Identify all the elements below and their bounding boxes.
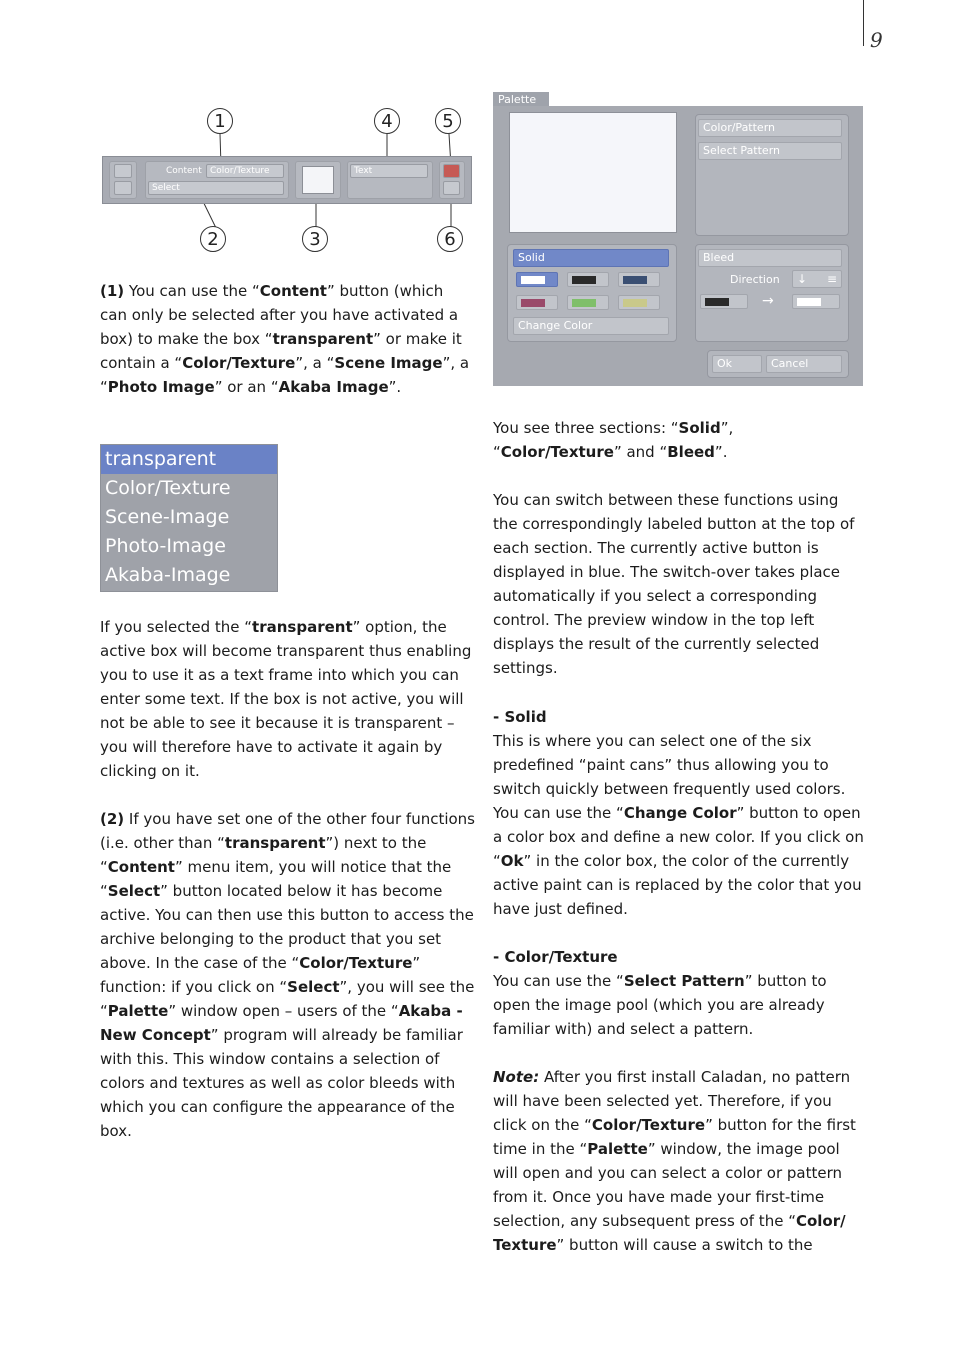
callout-5: 5 [435,108,461,134]
callout-4: 4 [374,108,400,134]
paragraph-content: (1) You can use the “Content” button (which can only be selected after you have activated a box) to make the box “transparent” or make it contain a “Color/Texture”, a “Scene Image”, a “Photo Image” or an “Akaba Image”. [100,282,470,396]
swatch-6 [623,299,647,307]
frame-tool-icon[interactable] [114,164,132,178]
callout-6: 6 [437,226,463,252]
palette-body [493,106,863,386]
content-dropdown [100,444,278,592]
toolbar-bar [102,156,472,204]
cancel-button[interactable]: Cancel [766,355,842,373]
dropdown-item-scene-image[interactable]: Scene-Image [105,506,230,528]
heading-solid: - Solid [493,708,547,726]
dialog-buttons [707,350,849,378]
paragraph-color-texture: - Color/Texture You can use the “Select Pattern” button to open the image pool (which you are already familiar with) and select a pattern. [493,948,827,1038]
arrow-right-icon: → [762,293,774,309]
content-button[interactable]: Color/Texture [206,164,284,178]
bleed-start-color[interactable] [700,294,748,309]
swatch-1 [521,276,545,284]
paint-can-4[interactable] [516,295,558,310]
toolbar-figure [100,104,472,252]
paint-can-5[interactable] [567,295,609,310]
solid-button[interactable]: Solid [513,249,669,267]
text-button[interactable]: Text [350,164,428,178]
bleed-button[interactable]: Bleed [698,249,842,267]
solid-section [507,244,677,342]
ok-button[interactable]: Ok [712,355,762,373]
direction-label: Direction [730,273,780,286]
content-label: Content [166,166,202,176]
callout-3: 3 [302,226,328,252]
bleed-end-color[interactable] [792,294,840,309]
heading-color-texture: - Color/Texture [493,948,618,966]
paragraph-select: (2) If you have set one of the other four functions (i.e. other than “transparent”) next to the “Content” menu item, you will notice that the “Select” button located below it has become active. You can then use this button to access the archive belonging to the product that you set above. In the case of the “Color/Texture” function: if you click on “Select”, you will see the “Palette” window open – users of the “Akaba - New Concept” program will already be familiar with this. This window contains a selection of colors and textures as well as color bleeds with which you can configure the appearance of the box. [100,810,476,1140]
dropdown-item-akaba-image[interactable]: Akaba-Image [105,564,231,586]
pick-tool-icon[interactable] [114,181,132,195]
swatch-2 [572,276,596,284]
paint-can-1[interactable] [516,272,558,287]
select-pattern-button[interactable]: Select Pattern [698,142,842,160]
layer-front-icon[interactable] [443,164,460,178]
paragraph-sections: You see three sections: “Solid”, “Color/Texture” and “Bleed”. [493,419,734,461]
layer-back-icon[interactable] [443,181,460,195]
tool-group [109,161,137,199]
swatch-3 [623,276,647,284]
swatch-4 [521,299,545,307]
bleed-end-swatch [797,298,821,306]
page-rule [863,0,864,46]
callout-2: 2 [200,226,226,252]
paint-can-3[interactable] [618,272,660,287]
paragraph-transparent: If you selected the “transparent” option, the active box will become transparent thus enabling you to use it as a text frame into which you can enter some text. If the box is not active, you will not be able to see it because it is transparent – you will therefore have to activate it again by clicking on it. [100,618,472,780]
change-color-button[interactable]: Change Color [513,317,669,335]
preview-group [295,161,341,199]
dropdown-item-photo-image[interactable]: Photo-Image [105,535,226,557]
content-group [145,161,289,199]
palette-title: Palette [493,92,549,107]
dropdown-item-color-texture[interactable]: Color/Texture [105,477,231,499]
paragraph-note: Note: After you first install Caladan, no pattern will have been selected yet. Therefore, if you click on the “Color/Texture” button for the first time in the “Palette” window, the image pool will open and you can select a color or pattern from it. Once you have made your first-time selection, any subsequent press of the “Color/ Texture” button will cause a switch to the [493,1068,856,1254]
menu-icon: ≡ [826,272,837,286]
bleed-section [695,244,849,342]
box-preview[interactable] [302,166,334,194]
page-number: 9 [870,28,883,52]
dropdown-item-transparent[interactable]: transparent [101,445,277,474]
arrow-down-icon: ↓ [797,272,808,286]
paragraph-switch: You can switch between these functions using the correspondingly labeled button at the top of each section. The currently active button is displayed in blue. The switch-over takes place automatically if you select a corresponding control. The preview window in the top left displays the result of the currently selected settings. [493,491,855,677]
paragraph-solid: - Solid This is where you can select one of the six predefined “paint cans” thus allowing you to switch quickly between frequently used colors. You can use the “Change Color” button to open a color box and define a new color. If you click on “Ok” in the color box, the color of the currently active paint can is replaced by the color that you have just defined. [493,708,864,918]
color-pattern-button[interactable]: Color/Pattern [698,119,842,137]
callout-1: 1 [207,108,233,134]
bleed-start-swatch [705,298,729,306]
direction-button[interactable] [792,270,842,288]
paint-can-6[interactable] [618,295,660,310]
text-group [347,161,433,199]
palette-window [493,92,863,386]
select-button[interactable]: Select [148,181,284,195]
palette-preview [509,112,677,233]
paint-can-2[interactable] [567,272,609,287]
swatch-5 [572,299,596,307]
color-pattern-section [695,114,849,236]
layer-group [439,161,465,199]
